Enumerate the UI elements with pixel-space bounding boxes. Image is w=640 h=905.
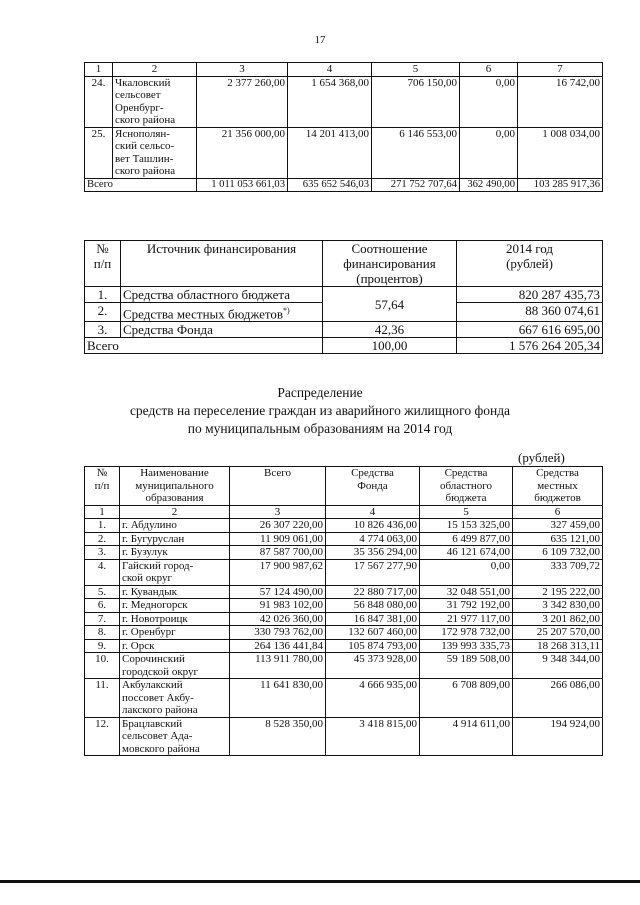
local-amount: 9 348 344,00 xyxy=(513,653,603,679)
total-amount: 57 124 490,00 xyxy=(230,585,326,599)
column-number: 1 xyxy=(85,63,113,77)
total-amount: 11 909 061,00 xyxy=(230,532,326,546)
row-number: 6. xyxy=(85,599,120,613)
local-amount: 635 121,00 xyxy=(513,532,603,546)
fund-amount: 35 356 294,00 xyxy=(326,546,420,560)
total-amount: 87 587 700,00 xyxy=(230,546,326,560)
column-number: 6 xyxy=(513,505,603,519)
local-amount: 6 109 732,00 xyxy=(513,546,603,560)
local-amount: 266 086,00 xyxy=(513,679,603,718)
amount-cell: 21 356 000,00 xyxy=(197,127,288,178)
amount-cell: 706 150,00 xyxy=(372,76,460,127)
table-row xyxy=(85,127,603,178)
local-amount: 327 459,00 xyxy=(513,519,603,533)
municipality-name: г. Медногорск xyxy=(120,599,230,613)
section-title-line3: по муниципальным образованиям на 2014 год xyxy=(187,421,453,436)
row-number: 12. xyxy=(85,717,120,756)
header-n: № п/п xyxy=(85,467,120,506)
column-numbers-row xyxy=(85,505,603,519)
financing-sources-table xyxy=(84,240,603,354)
total-amount: 17 900 987,62 xyxy=(230,559,326,585)
column-number: 5 xyxy=(420,505,513,519)
total-amount: 26 307 220,00 xyxy=(230,519,326,533)
fund-amount: 10 826 436,00 xyxy=(326,519,420,533)
municipality-name: г. Абдулино xyxy=(120,519,230,533)
regional-amount: 31 792 192,00 xyxy=(420,599,513,613)
local-amount: 194 924,00 xyxy=(513,717,603,756)
column-number: 2 xyxy=(120,505,230,519)
row-number: 2. xyxy=(85,532,120,546)
municipality-name: Сорочинский городской округ xyxy=(120,653,230,679)
section-title-line2: средств на переселение граждан из аварийного жилищного фонда xyxy=(129,403,511,418)
financing-row: 2. Средства местных бюджетов*) 88 360 074,61 xyxy=(85,303,603,322)
table-row xyxy=(85,653,603,679)
amount-cell: 14 201 413,00 xyxy=(288,127,372,178)
footnote-mark: *) xyxy=(283,306,290,315)
table-row xyxy=(85,76,603,127)
table-row xyxy=(85,639,603,653)
municipality-name: Акбулакский поссовет Акбу- лакского района xyxy=(120,679,230,718)
header-total: Всего xyxy=(230,467,326,506)
row-number: 3. xyxy=(85,546,120,560)
local-amount: 3 342 830,00 xyxy=(513,599,603,613)
regional-amount: 32 048 551,00 xyxy=(420,585,513,599)
table-row xyxy=(85,559,603,585)
column-number: 2 xyxy=(113,63,197,77)
table-row xyxy=(85,599,603,613)
column-number: 4 xyxy=(326,505,420,519)
row-number: 5. xyxy=(85,585,120,599)
total-amount: 91 983 102,00 xyxy=(230,599,326,613)
municipality-name: г. Оренбург xyxy=(120,626,230,640)
table-row xyxy=(85,585,603,599)
total-amount: 271 752 707,64 xyxy=(372,178,460,192)
row-number: 10. xyxy=(85,653,120,679)
total-amount: 264 136 441,84 xyxy=(230,639,326,653)
fund-amount: 22 880 717,00 xyxy=(326,585,420,599)
regional-amount: 21 977 117,00 xyxy=(420,612,513,626)
row-number: 25. xyxy=(85,127,113,178)
municipality-name: Гайский город- ской округ xyxy=(120,559,230,585)
municipality-name: г. Кувандык xyxy=(120,585,230,599)
column-number: 3 xyxy=(230,505,326,519)
page-number: 17 xyxy=(314,34,326,46)
fund-amount: 4 774 063,00 xyxy=(326,532,420,546)
municipality-name: г. Бузулук xyxy=(120,546,230,560)
row-number: 7. xyxy=(85,612,120,626)
header-n: № п/п xyxy=(85,241,121,287)
total-amount: 635 652 546,03 xyxy=(288,178,372,192)
regional-amount: 6 708 809,00 xyxy=(420,679,513,718)
total-label: Всего xyxy=(85,178,197,192)
amount-cell: 6 146 553,00 xyxy=(372,127,460,178)
column-number: 5 xyxy=(372,63,460,77)
table-row xyxy=(85,717,603,756)
table-row xyxy=(85,519,603,533)
regional-amount: 46 121 674,00 xyxy=(420,546,513,560)
local-amount: 3 201 862,00 xyxy=(513,612,603,626)
total-row xyxy=(85,178,603,192)
local-amount: 2 195 222,00 xyxy=(513,585,603,599)
total-amount: 113 911 780,00 xyxy=(230,653,326,679)
header-local: Средства местных бюджетов xyxy=(513,467,603,506)
table-row xyxy=(85,532,603,546)
header-year: 2014 год (рублей) xyxy=(457,241,603,287)
regional-amount: 6 499 877,00 xyxy=(420,532,513,546)
header-fund: Средства Фонда xyxy=(326,467,420,506)
ratio-merged: 57,64 xyxy=(323,287,457,322)
municipality-name: Брацлавский сельсовет Ада- мовского района xyxy=(120,717,230,756)
fund-amount: 45 373 928,00 xyxy=(326,653,420,679)
row-number: 24. xyxy=(85,76,113,127)
municipality-name: г. Бугуруслан xyxy=(120,532,230,546)
amount-cell: 2 377 260,00 xyxy=(197,76,288,127)
regional-amount: 0,00 xyxy=(420,559,513,585)
column-number: 3 xyxy=(197,63,288,77)
total-amount: 103 285 917,36 xyxy=(518,178,603,192)
fund-amount: 105 874 793,00 xyxy=(326,639,420,653)
header-name: Наименование муниципального образования xyxy=(120,467,230,506)
fund-amount: 132 607 460,00 xyxy=(326,626,420,640)
continuation-table xyxy=(84,62,603,192)
header-ratio: Соотношение финансирования (процентов) xyxy=(323,241,457,287)
regional-amount: 139 993 335,73 xyxy=(420,639,513,653)
column-number: 4 xyxy=(288,63,372,77)
municipality-name: Чкаловский сельсовет Оренбург- ского района xyxy=(113,76,197,127)
financing-header-row xyxy=(85,241,603,287)
header-regional: Средства областного бюджета xyxy=(420,467,513,506)
table-row xyxy=(85,626,603,640)
regional-amount: 59 189 508,00 xyxy=(420,653,513,679)
municipality-name: Яснополян- ский сельсо- вет Ташлин- ского района xyxy=(113,127,197,178)
table-row xyxy=(85,612,603,626)
section-title-line1: Распределение xyxy=(277,385,363,400)
row-number: 11. xyxy=(85,679,120,718)
local-amount: 333 709,72 xyxy=(513,559,603,585)
amount-cell: 0,00 xyxy=(460,76,518,127)
amount-cell: 0,00 xyxy=(460,127,518,178)
column-number: 7 xyxy=(518,63,603,77)
amount-cell: 1 008 034,00 xyxy=(518,127,603,178)
total-amount: 362 490,00 xyxy=(460,178,518,192)
municipality-name: г. Новотроицк xyxy=(120,612,230,626)
financing-total-row: Всего 100,00 1 576 264 205,34 xyxy=(85,338,603,354)
column-number: 1 xyxy=(85,505,120,519)
table-row xyxy=(85,679,603,718)
bottom-rule xyxy=(0,880,640,883)
amount-cell: 1 654 368,00 xyxy=(288,76,372,127)
municipality-name: г. Орск xyxy=(120,639,230,653)
fund-amount: 16 847 381,00 xyxy=(326,612,420,626)
total-amount: 42 026 360,00 xyxy=(230,612,326,626)
row-number: 8. xyxy=(85,626,120,640)
distribution-header-row xyxy=(85,467,603,506)
row-number: 9. xyxy=(85,639,120,653)
fund-amount: 17 567 277,90 xyxy=(326,559,420,585)
local-amount: 18 268 313,11 xyxy=(513,639,603,653)
amount-cell: 16 742,00 xyxy=(518,76,603,127)
regional-amount: 4 914 611,00 xyxy=(420,717,513,756)
row-number: 1. xyxy=(85,519,120,533)
total-amount: 1 011 053 661,03 xyxy=(197,178,288,192)
unit-label: (рублей) xyxy=(518,450,565,465)
continuation-header-row xyxy=(85,63,603,77)
distribution-table xyxy=(84,466,603,756)
fund-amount: 3 418 815,00 xyxy=(326,717,420,756)
local-amount: 25 207 570,00 xyxy=(513,626,603,640)
column-number: 6 xyxy=(460,63,518,77)
row-number: 4. xyxy=(85,559,120,585)
financing-row: 3. Средства Фонда 42,36 667 616 695,00 xyxy=(85,322,603,338)
fund-amount: 4 666 935,00 xyxy=(326,679,420,718)
header-source: Источник финансирования xyxy=(121,241,323,287)
table-row xyxy=(85,546,603,560)
total-amount: 11 641 830,00 xyxy=(230,679,326,718)
total-amount: 8 528 350,00 xyxy=(230,717,326,756)
regional-amount: 15 153 325,00 xyxy=(420,519,513,533)
financing-row: 1. Средства областного бюджета 57,64 820 287 435,73 xyxy=(85,287,603,303)
regional-amount: 172 978 732,00 xyxy=(420,626,513,640)
total-amount: 330 793 762,00 xyxy=(230,626,326,640)
fund-amount: 56 848 080,00 xyxy=(326,599,420,613)
